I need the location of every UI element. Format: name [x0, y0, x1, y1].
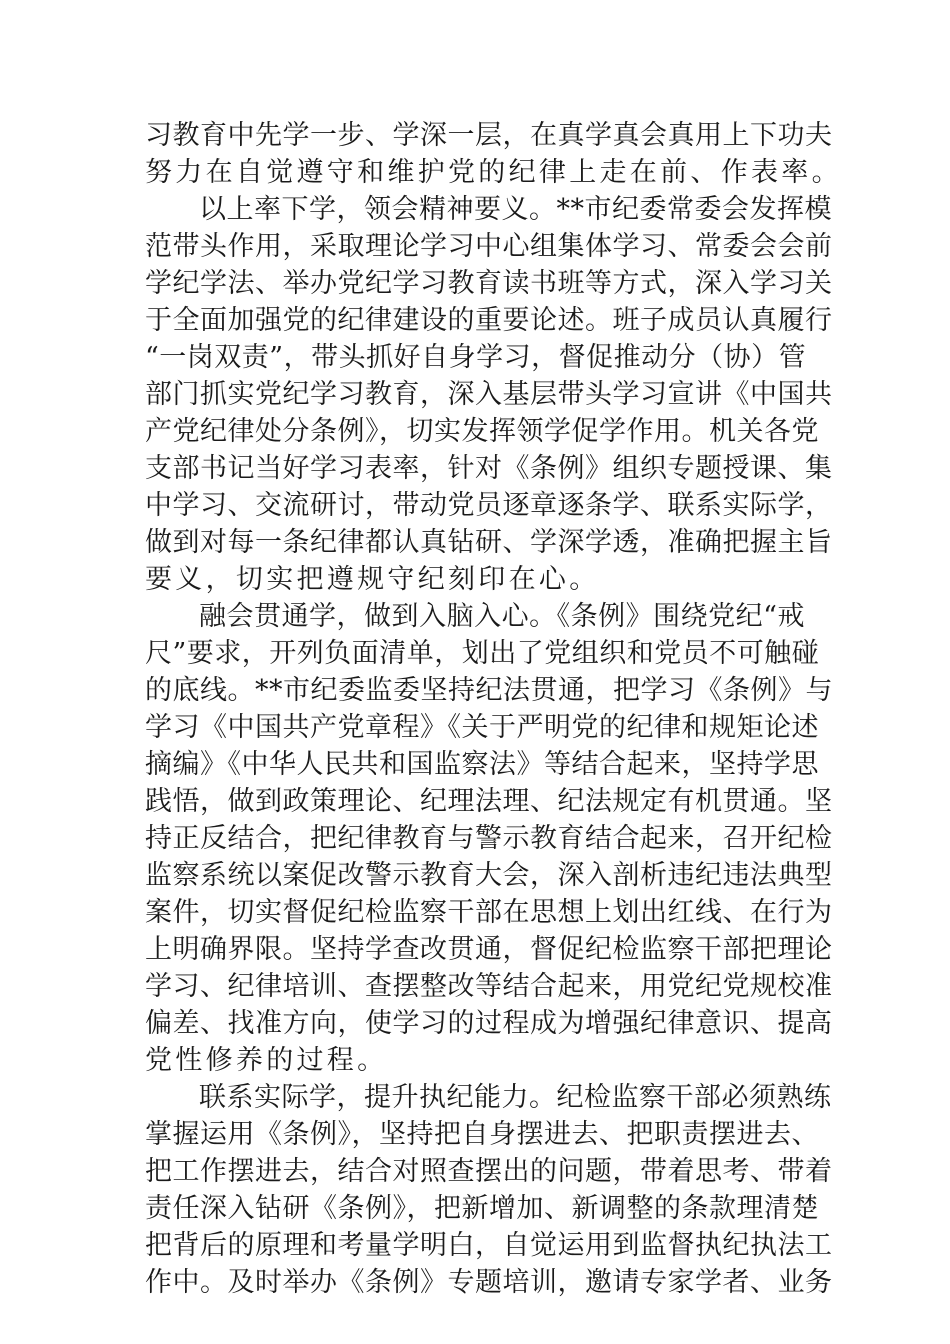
text-line: 做到对每一条纪律都认真钻研、学深学透，准确把握主旨 — [145, 527, 833, 558]
text-line: 学习、纪律培训、查摆整改等结合起来，用党纪党规校准 — [145, 971, 833, 1002]
text-line: 案件，切实督促纪检监察干部在思想上划出红线、在行为 — [145, 897, 833, 928]
text-line: 责任深入钻研《条例》，把新增加、新调整的条款理清楚 — [145, 1193, 819, 1224]
text-line: 掌握运用《条例》，坚持把自身摆进去、把职责摆进去、 — [145, 1119, 819, 1150]
text-line: 持正反结合，把纪律教育与警示教育结合起来，召开纪检 — [145, 823, 833, 854]
paragraph-start-line: 以上率下学，领会精神要义。**市纪委常委会发挥模 — [199, 194, 832, 225]
text-line: 产党纪律处分条例》，切实发挥领学促学作用。机关各党 — [145, 416, 819, 447]
text-line: 学纪学法、举办党纪学习教育读书班等方式，深入学习关 — [145, 268, 833, 299]
text-line: 践悟，做到政策理论、纪理法理、纪法规定有机贯通。坚 — [145, 786, 833, 817]
text-line: 把工作摆进去，结合对照查摆出的问题，带着思考、带着 — [145, 1156, 833, 1187]
text-line: 党性修养的过程。 — [145, 1045, 388, 1076]
text-line: 部门抓实党纪学习教育，深入基层带头学习宣讲《中国共 — [145, 379, 833, 410]
paragraph-start-line: 融会贯通学，做到入脑入心。《条例》围绕党纪“戒 — [199, 601, 805, 632]
text-line: 范带头作用，采取理论学习中心组集体学习、常委会会前 — [145, 231, 833, 262]
text-line: 上明确界限。坚持学查改贯通，督促纪检监察干部把理论 — [145, 934, 833, 965]
text-line: 习教育中先学一步、学深一层，在真学真会真用上下功夫 — [145, 120, 833, 151]
text-line: 偏差、找准方向，使学习的过程成为增强纪律意识、提高 — [145, 1008, 833, 1039]
text-line: 中学习、交流研讨，带动党员逐章逐条学、联系实际学， — [145, 490, 833, 521]
text-line: 监察系统以案促改警示教育大会，深入剖析违纪违法典型 — [145, 860, 833, 891]
text-line: 的底线。**市纪委监委坚持纪法贯通，把学习《条例》与 — [145, 675, 833, 706]
text-line: 努力在自觉遵守和维护党的纪律上走在前、作表率。 — [145, 157, 842, 188]
text-line: 要义，切实把遵规守纪刻印在心。 — [145, 564, 600, 595]
text-line: 摘编》《中华人民共和国监察法》等结合起来，坚持学思 — [145, 749, 819, 780]
text-line: 学习《中国共产党章程》《关于严明党的纪律和规矩论述 — [145, 712, 819, 743]
text-line: 支部书记当好学习表率，针对《条例》组织专题授课、集 — [145, 453, 833, 484]
text-line: 于全面加强党的纪律建设的重要论述。班子成员认真履行 — [145, 305, 833, 336]
text-line: 作中。及时举办《条例》专题培训，邀请专家学者、业务 — [145, 1267, 833, 1298]
text-line: “一岗双责”，带头抓好自身学习，督促推动分（协）管 — [145, 342, 807, 373]
paragraph-start-line: 联系实际学，提升执纪能力。纪检监察干部必须熟练 — [199, 1082, 832, 1113]
text-line: 把背后的原理和考量学明白，自觉运用到监督执纪执法工 — [145, 1230, 833, 1261]
text-line: 尺”要求，开列负面清单，划出了党组织和党员不可触碰 — [145, 638, 820, 669]
